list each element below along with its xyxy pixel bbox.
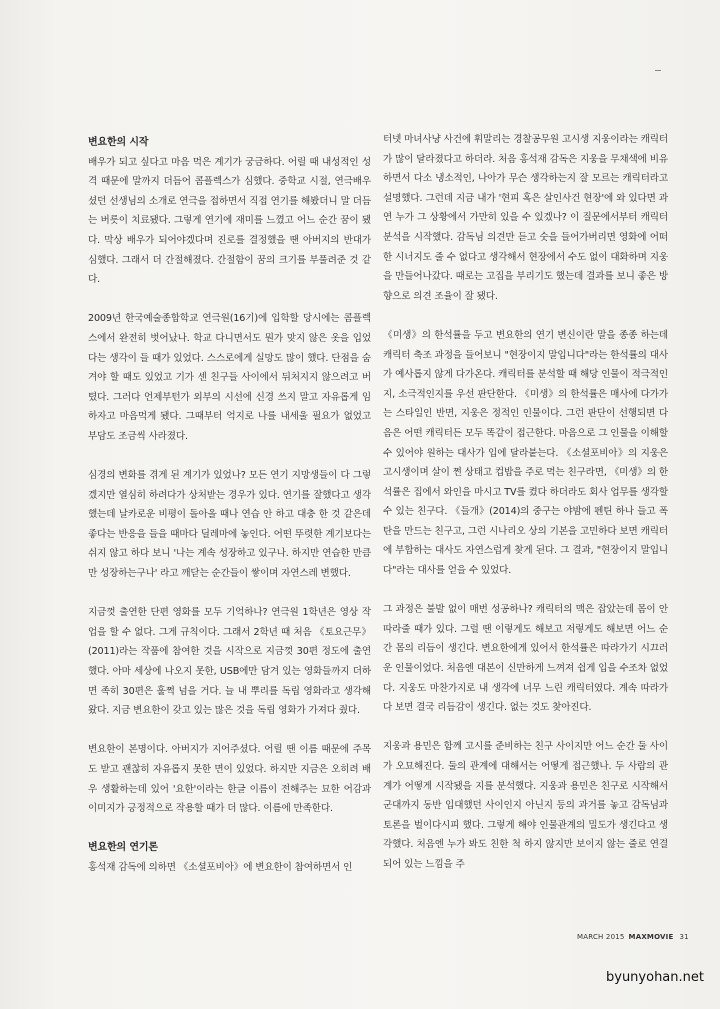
- site-watermark: byunyohan.net: [606, 970, 704, 985]
- paragraph: 《미생》의 한석률을 두고 변요한의 연기 변신이란 말을 종종 하는데 캐릭터 축조 과정을 들어보니 "현장이지 말입니다"라는 한석률의 대사가 예사롭지 않게 다가온다. 캐릭터를 분석할 때 해당 인물이 적극적인지, 소극적인지를 우선 판단한다. 《미생》의 한석률은 매사에 다가가는 스타일인 반면, 지웅은 정적인 인물이다. 그런 판단이 선행되면 다음은 어떤 캐릭터든 모두 똑같이 접근한다. 마음으로 그 인물을 이해할 수 있어야 원하는 대사가 입에 달라붙는다. 《소셜포비아》의 지웅은 고시생이며 살이 쩐 상태고 컵밥을 주로 먹는 친구라면, 《미생》의 한석률은 집에서 와인을 마시고 TV를 켰다 하더라도 회사 업무를 생각할 수 있는 친구다. 《들개》(2014)의 중구는 야밤에 펜틴 하나 들고 폭탄을 만드는 친구고, 그런 시나리오 상의 기본을 고민하다 보면 캐릭터에 부합하는 대사도 자연스럽게 찾게 된다. 그 결과, "현장이지 말입니다"라는 대사를 얻을 수 있었다.: [383, 329, 668, 577]
- page-footer: [577, 933, 689, 941]
- crop-mark: [655, 70, 661, 71]
- page-number: 31: [679, 933, 689, 941]
- issue-date: MARCH 2015: [577, 933, 625, 941]
- section-title-start: 변요한의 시작: [88, 137, 149, 148]
- paragraph: 터넷 마녀사냥 사건에 휘말리는 경찰공무원 고시생 지웅이라는 캐릭터가 많이 달라졌다고 하더라. 처음 홍석재 감독은 지웅을 무채색에 비유하면서 다소 냉소적인, 나아가 무슨 생각하는지 잘 모르는 캐릭터라고 설명했다. 그런데 지금 내가 '현피 혹은 살인사건 현장'에 와 있다면 과연 누가 그 상황에서 가만히 있을 수 있겠나? 이 질문에서부터 캐릭터 분석을 시작했다. 감독님 의견만 듣고 숫을 들어가버리면 영화에 어떠한 시너지도 줄 수 없다고 생각해서 현장에서 수도 없이 대화하며 지웅을 만들어나갔다. 때로는 고집을 부리기도 했는데 결과를 보니 좋은 방향으로 의견 조율이 잘 됐다.: [383, 134, 668, 302]
- paragraph: 2009년 한국예술종합학교 연극원(16기)에 입학할 당시에는 콤플렉스에서 완전히 벗어났나. 학교 다니면서도 뭔가 맞지 않은 옷을 입었다는 생각이 들 때가 있었다. 스스로에게 실망도 많이 했다. 단점을 숨겨야 할 때도 있었고 기가 센 친구들 사이에서 뒤처지지 않으려고 버텼다. 그러다 언제부턴가 외부의 시선에 신경 쓰지 말고 자유롭게 임하자고 마음먹게 됐다. 그때부터 억지로 나를 내세울 필요가 없었고 부담도 조금씩 사라졌다.: [88, 313, 371, 442]
- paragraph: 홍석재 감독에 의하면 《소셜포비아》에 변요한이 참여하면서 인: [88, 861, 353, 873]
- magazine-brand: MAXMOVIE: [628, 933, 674, 941]
- paragraph: 심경의 변화를 겪게 된 계기가 있었나? 모든 연기 지망생들이 다 그렇겠지만 열심히 하려다가 상처받는 경우가 있다. 연기를 잘했다고 생각했는데 날카로운 비평이 돌아올 때나 연습 안 하고 대충 한 것 같은데 좋다는 반응을 들을 때마다 딜레마에 놓인다. 어떤 뚜렷한 계기보다는 쉬지 않고 하다 보니 '나는 계속 성장하고 있구나. 하지만 연습한 만큼만 성장하는구나' 라고 깨닫는 순간들이 쌓이며 자연스레 변했다.: [88, 470, 371, 580]
- paragraph: 배우가 되고 싶다고 마음 먹은 계기가 궁금하다. 어릴 때 내성적인 성격 때문에 말까지 더듬어 콤플렉스가 심했다. 중학교 시절, 연극배우셨던 선생님의 소개로 연극을 접하면서 직접 연기를 해봤더니 말 더듬는 버릇이 치료됐다. 그렇게 연기에 재미를 느꼈고 어느 순간 꿈이 됐다. 막상 배우가 되어야겠다며 진로를 결정했을 땐 아버지의 반대가 심했다. 그래서 더 간절해졌다. 간절함이 꿈의 크기를 부풀려준 것 같다.: [88, 156, 371, 286]
- paragraph: 지웅과 용민은 함께 고시를 준비하는 친구 사이지만 어느 순간 둘 사이가 오묘해진다. 둘의 관계에 대해서는 어떻게 접근했나. 두 사람의 관계가 어떻게 시작됐을 지를 분석했다. 지웅과 용민은 친구로 시작해서 군대까지 동반 입대했던 사이인지 아닌지 등의 과거를 놓고 감독님과 토론을 벌이다시피 했다. 그렇게 해야 인물관계의 밀도가 생긴다고 생각했다. 처음엔 누가 봐도 친한 척 하지 않지만 보이지 않는 줄로 연결되어 있는 느낌을 주: [383, 741, 668, 870]
- paragraph: 지금껏 출연한 단편 영화를 모두 기억하나? 연극원 1학년은 영상 작업을 할 수 없다. 그게 규칙이다. 그래서 2학년 때 처음 《토요근무》(2011)라는 작품에 참여한 것을 시작으로 지금껏 30편 정도에 출연했다. 아마 세상에 나오지 못한, USB에만 담겨 있는 영화들까지 더하면 족히 30편은 훌쩍 넘을 거다. 늘 내 뿌리를 독립 영화라고 생각해왔다. 지금 변요한이 갖고 있는 많은 것을 독립 영화가 가져다 줬다.: [88, 607, 371, 717]
- paragraph: 변요한이 본명이다. 아버지가 지어주셨다. 어릴 땐 이름 때문에 주목도 받고 괜찮히 자유롭지 못한 면이 있었다. 하지만 지금은 오히려 배우 생활하는데 있어 '요한'이라는 한글 이름이 전해주는 묘한 어감과 이미지가 긍정적으로 작용할 때가 더 많다. 이름에 만족한다.: [88, 744, 371, 815]
- right-column: [383, 130, 668, 875]
- section-title-acting: 변요한의 연기론: [88, 842, 158, 854]
- left-column: [88, 133, 371, 878]
- paragraph: 그 과정은 불발 없이 매번 성공하나? 캐릭터의 맥은 잡았는데 몸이 안 따라줄 때가 있다. 그럴 땐 이렇게도 해보고 저렇게도 해보면 어느 순간 몸의 리듬이 생긴다. 변요한에게 있어서 한석률은 따라가기 시끄러운 인물이었다. 처음엔 대본이 신만하게 느껴져 쉽게 입을 수조차 없었다. 지웅도 마찬가지로 내 생각에 너무 느린 캐릭터였다. 계속 따라가다 보면 결국 리듬감이 생긴다. 없는 것도 찾아진다.: [383, 604, 668, 714]
